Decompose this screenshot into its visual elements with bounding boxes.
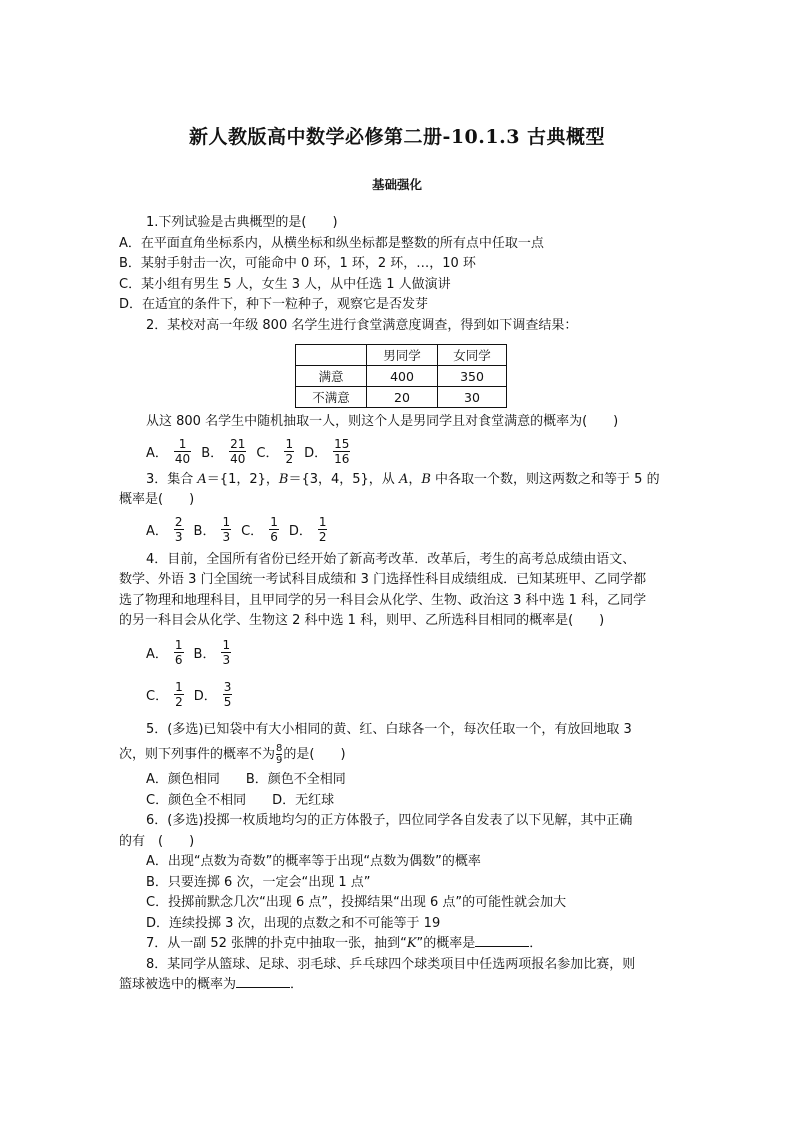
denominator: 9 (276, 755, 283, 766)
table-cell: 350 (438, 366, 507, 387)
text-segment: ＝{1，2}， (206, 471, 279, 487)
question-7-stem (119, 934, 679, 955)
denominator: 3 (222, 653, 231, 667)
question-2-question: 从这 800 名学生中随机抽取一人，则这个人是男同学且对食堂满意的概率为( ) (146, 414, 619, 429)
table-row (296, 387, 507, 408)
question-6-option-d: D．连续投掷 3 次，出现的点数之和不可能等于 19 (146, 915, 441, 931)
option-label: B． (193, 647, 216, 662)
option-label: B． (201, 445, 224, 461)
option-label: D． (288, 523, 312, 539)
fraction (276, 743, 282, 766)
set-b-symbol: B (278, 471, 289, 487)
denominator: 2 (285, 451, 294, 466)
question-6-option-c: C．投掷前默念几次“出现 6 点”，投掷结果“出现 6 点”的可能性就会加大 (146, 895, 567, 910)
question-4-line: 数学、外语 3 门全国统一考试科目成绩和 3 门选择性科目成绩组成．已知某班甲、乙同学都 (119, 572, 647, 587)
fraction (269, 515, 279, 544)
text-segment: 3．集合 (146, 471, 198, 487)
numerator: 21 (230, 436, 246, 451)
fraction (284, 437, 294, 466)
numerator: 8 (276, 743, 283, 754)
question-4-options-row-2 (119, 674, 679, 716)
numerator: 1 (174, 638, 183, 652)
fraction (318, 515, 328, 544)
fraction (174, 437, 191, 466)
fraction (229, 437, 246, 466)
text-segment: ． (290, 977, 304, 992)
set-b-symbol: B (421, 471, 431, 487)
numerator: 1 (222, 638, 231, 652)
fraction (174, 515, 184, 544)
denominator: 5 (223, 695, 232, 709)
question-4-line: 4．目前，全国所有省份已经开始了新高考改革．改革后，考生的高考总成绩由语文、 (146, 551, 636, 567)
question-5-options-row-1: A．颜色相同 B．颜色不全相同 (146, 772, 346, 787)
table-row (296, 366, 507, 387)
survey-table (295, 344, 507, 408)
table-cell: 不满意 (296, 387, 367, 408)
numerator: 1 (175, 680, 183, 694)
denominator: 6 (270, 529, 278, 544)
option-label: A． (146, 647, 168, 662)
numerator: 1 (285, 436, 294, 451)
question-5-stem: 5．(多选)已知袋中有大小相同的黄、红、白球各一个，每次任取一个，有放回地取 3 (146, 721, 632, 737)
question-4 (119, 550, 679, 716)
numerator: 1 (270, 514, 278, 529)
table-header-cell: 男同学 (367, 345, 438, 366)
question-6-option-a: A．出现“点数为奇数”的概率等于出现“点数为偶数”的概率 (146, 854, 481, 869)
denominator: 40 (230, 451, 246, 466)
denominator: 3 (222, 529, 231, 544)
text-segment: ”的概率是 (416, 936, 476, 951)
question-2-stem: 2．某校对高一年级 800 名学生进行食堂满意度调查，得到如下调查结果： (146, 317, 578, 333)
denominator: 40 (174, 451, 191, 466)
fraction (333, 437, 350, 466)
numerator: 1 (222, 514, 231, 529)
answer-blank[interactable] (236, 975, 290, 988)
question-6-stem-cont: 的有 ( ) (119, 833, 195, 849)
question-3-stem (119, 470, 679, 491)
denominator: 16 (334, 451, 350, 466)
section-subtitle: 基础强化 (371, 177, 422, 192)
question-5-stem-cont (119, 740, 679, 770)
question-1-option-b: B．某射手射击一次，可能命中 0 环，1 环，2 环，…，10 环 (119, 256, 476, 271)
option-label: C． (146, 689, 169, 704)
table-header-cell (296, 345, 367, 366)
question-6 (119, 811, 679, 934)
denominator: 3 (174, 529, 183, 544)
denominator: 6 (174, 653, 183, 667)
table-cell: 满意 (296, 366, 367, 387)
option-label: D． (193, 689, 217, 704)
question-8-stem-cont (119, 975, 679, 996)
question-7 (119, 934, 679, 955)
text-segment: 7．从一副 52 张牌的扑克中抽取一张，抽到“ (146, 936, 407, 951)
question-1 (119, 213, 679, 316)
question-3-stem-cont: 概率是( ) (119, 492, 195, 507)
question-1-stem: 1.下列试验是古典概型的是( ) (146, 215, 338, 230)
denominator: 2 (318, 529, 327, 544)
question-8 (119, 955, 679, 996)
table-header-row (296, 345, 507, 366)
question-3-options (119, 511, 679, 548)
question-2-options (119, 433, 679, 470)
option-label: B． (193, 523, 216, 539)
denominator: 2 (175, 695, 183, 709)
table-header-cell: 女同学 (438, 345, 507, 366)
question-1-option-c: C．某小组有男生 5 人，女生 3 人，从中任选 1 人做演讲 (119, 276, 451, 292)
fraction (174, 680, 184, 709)
question-4-line: 选了物理和地理科目，且甲同学的另一科目会从化学、生物、政治这 3 科中选 1 科，乙同学 (119, 592, 647, 608)
fraction (221, 638, 231, 667)
answer-blank[interactable] (475, 934, 529, 947)
question-4-options-row-1 (119, 632, 679, 674)
option-label: C． (241, 523, 264, 539)
fraction (221, 515, 231, 544)
question-3 (119, 470, 679, 548)
text-segment: 的是( ) (283, 747, 346, 762)
numerator: 2 (174, 514, 183, 529)
question-6-stem: 6．(多选)投掷一枚质地均匀的正方体骰子，四位同学各自发表了以下见解，其中正确 (146, 813, 633, 828)
question-5-options-row-2: C．颜色全不相同 D．无红球 (146, 792, 335, 808)
numerator: 1 (318, 514, 327, 529)
option-label: D． (304, 445, 328, 461)
question-list (119, 213, 679, 996)
question-8-stem: 8．某同学从篮球、足球、羽毛球、乒乓球四个球类项目中任选两项报名参加比赛，则 (146, 956, 636, 972)
text-segment: 篮球被选中的概率为 (119, 977, 237, 992)
numerator: 15 (334, 436, 350, 451)
text-segment: ＝{3，4，5}，从 (288, 471, 399, 487)
set-a-symbol: A (398, 471, 409, 487)
table-cell: 20 (367, 387, 438, 408)
numerator: 3 (223, 680, 232, 694)
question-5 (119, 720, 679, 812)
question-6-option-b: B．只要连掷 6 次，一定会“出现 1 点” (146, 874, 371, 890)
numerator: 1 (178, 436, 187, 451)
table-cell: 400 (367, 366, 438, 387)
question-2 (119, 316, 679, 470)
question-1-option-d: D．在适宜的条件下，种下一粒种子，观察它是否发芽 (119, 297, 429, 312)
fraction (223, 680, 233, 709)
option-label: A． (146, 523, 168, 539)
card-k-symbol: K (406, 936, 417, 951)
question-1-option-a: A．在平面直角坐标系内，从横坐标和纵坐标都是整数的所有点中任取一点 (119, 235, 544, 251)
text-segment: 中各取一个数，则这两数之和等于 5 的 (430, 471, 660, 487)
set-a-symbol: A (197, 471, 207, 487)
fraction (174, 638, 184, 667)
text-segment: ， (408, 471, 422, 487)
table-cell: 30 (438, 387, 507, 408)
text-segment: ． (529, 936, 543, 951)
option-label: C． (256, 445, 279, 461)
question-4-line: 的另一科目会从化学、生物这 2 科中选 1 科，则甲、乙所选科目相同的概率是( ) (119, 613, 605, 628)
text-segment: 次，则下列事件的概率不为 (119, 747, 276, 762)
document-title: 新人教版高中数学必修第二册-10.1.3 古典概型 (188, 126, 606, 148)
option-label: A． (146, 445, 168, 461)
